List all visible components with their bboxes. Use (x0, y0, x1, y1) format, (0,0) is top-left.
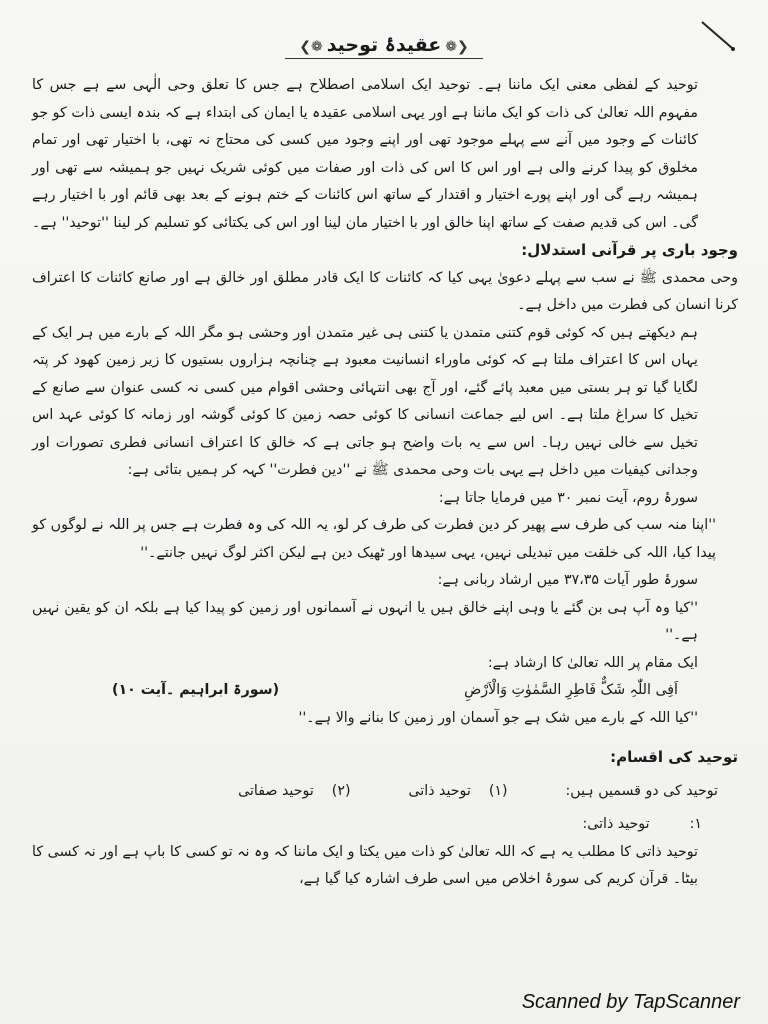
quote-tur: ''کیا وہ آپ ہی بن گئے یا وہی اپنے خالق ہیں یا انہوں نے آسمانوں اور زمین کو پیدا کیا ہے بلکہ ان کو یقین نہیں ہے۔'' (32, 599, 698, 643)
paragraph-nations: ہم دیکھتے ہیں کہ کوئی قوم کتنی متمدن یا کتنی ہی غیر متمدن اور وحشی ہو مگر اللہ کے بارے میں ہر ایک کے یہاں اس کا اعتراف ملتا ہے کہ کوئی ماوراء انسانیت معبود ہے چنانچہ ہزاروں بستیوں کا زیر زمین کھود کر پتہ لگایا گیا تو ہر بستی میں معبد پائے گئے، اور آج بھی انتہائی وحشی اقوام میں کسی نہ کسی عنوان سے صانع کے تخیل کا سراغ ملتا ہے۔ اس لیے جماعت انسانی کا کوئی حصہ زمین کا کوئی گوشہ اور زمانہ کا کوئی عہد اس تخیل سے خالی نہیں رہا۔ اس سے یہ بات واضح ہو جاتی ہے کہ خالق کا اعتراف انسانی فطری تصورات اور وجدانی کیفیات میں داخل ہے یہی بات وحی محمدی ﷺ نے ''دین فطرت'' کہہ کر ہمیں بتائی ہے: (32, 324, 698, 478)
paragraph-intro: توحید کے لفظی معنی ایک ماننا ہے۔ توحید ایک اسلامی اصطلاح ہے جس کا تعلق وحی الٰہی سے ہے جس کا مفہوم اللہ تعالیٰ کی ذات کو ایک ماننا ہے اور یہی اسلامی عقیدہ یا ایمان کی ابتداء ہے کہ بندہ ایسی ذات کو جو کائنات کے وجود میں آنے سے پہلے موجود تھی اور اپنے وجود میں کسی کی محتاج نہ تھی، با اختیار تھی اور تمام مخلوق کو پیدا کرنے والی ہے اور اس کا اس کی ذات اور صفات میں کوئی شریک نہیں جو ہمیشہ سے تھی اور ہمیشہ رہے گی اور اپنے پورے اختیار و اقتدار کے ساتھ اس کائنات کے ختم ہونے کے بعد بھی قائم اور با اختیار رہے گی۔ اس کی قدیم صفت کے ساتھ اپنا خالق اور با اختیار مان لینا اور اس کی یکتائی کو تسلیم کر لینا ''توحید'' ہے۔ (32, 77, 698, 231)
subheading-zati (32, 811, 738, 839)
subheading-title: توحید ذاتی: (582, 816, 650, 832)
title-wrap (0, 34, 768, 59)
division-number-1: (۱) (488, 782, 508, 799)
reference-tur: سورۂ طور آیات ۳۷،۳۵ میں ارشاد ربانی ہے: (437, 572, 698, 588)
division-item-1 (408, 778, 525, 806)
title-text: عقیدۂ توحید (326, 34, 442, 56)
division-number-2: (۲) (331, 782, 351, 799)
page-title (285, 34, 483, 59)
reference-rum: سورۂ روم، آیت نمبر ۳۰ میں فرمایا جاتا ہے: (438, 489, 698, 506)
reference-maqam: ایک مقام پر اللہ تعالیٰ کا ارشاد ہے: (487, 654, 698, 671)
quote-rum: ''اپنا منہ سب کی طرف سے پھیر کر دین فطرت کی طرف کر لو، یہ اللہ کی وہ فطرت ہے جس پر اللہ نے لوگوں کو پیدا کیا، اللہ کی خلقت میں تبدیلی نہیں، یہی سیدھا اور ٹھیک دین ہے لیکن اکثر لوگ نہیں جانتے۔'' (32, 517, 716, 561)
division-label-2: توحید صفاتی (238, 782, 314, 799)
quote-ibrahim: ''کیا اللہ کے بارے میں شک ہے جو آسمان اور زمین کا بنانے والا ہے۔'' (298, 709, 698, 726)
ornament-icon: ❮❁ (299, 39, 323, 55)
ayah-line (32, 677, 738, 705)
ornament-icon: ❁❯ (445, 39, 469, 55)
paragraph-wahi: وحی محمدی ﷺ نے سب سے پہلے دعویٰ یہی کیا کہ کائنات کا ایک قادر مطلق اور خالق ہے اور صانع کائنات کا اعتراف کرنا انسان کی فطرت میں داخل ہے۔ (32, 269, 738, 313)
ayah-arabic: اَفِی اللّٰہِ شَکٌّ فَاطِرِ السَّمٰوٰتِ وَالْاَرْضِ (464, 682, 678, 698)
divisions-row (32, 778, 738, 806)
subheading-number: ۱: (689, 816, 702, 832)
divisions-intro: توحید کی دو قسمیں ہیں: (565, 782, 718, 799)
ayah-reference: (سورۃ ابراہیم ۔آیت ۱۰) (112, 682, 280, 698)
scanner-watermark: Scanned by TapScanner (521, 991, 740, 1013)
paragraph-zati: توحید ذاتی کا مطلب یہ ہے کہ اللہ تعالیٰ کو ذات میں یکتا و ایک ماننا کہ وہ نہ تو کسی کا باپ ہے اور نہ کسی کا بیٹا۔ قرآن کریم کی سورۂ اخلاص میں اسی طرف اشارہ کیا گیا ہے، (32, 843, 698, 887)
document-body (32, 72, 738, 894)
heading-types: توحید کی اقسام: (610, 748, 738, 766)
heading-proof: وجود باری پر قرآنی استدلال: (521, 241, 738, 259)
division-label-1: توحید ذاتی (408, 782, 471, 799)
division-item-2 (238, 778, 368, 806)
